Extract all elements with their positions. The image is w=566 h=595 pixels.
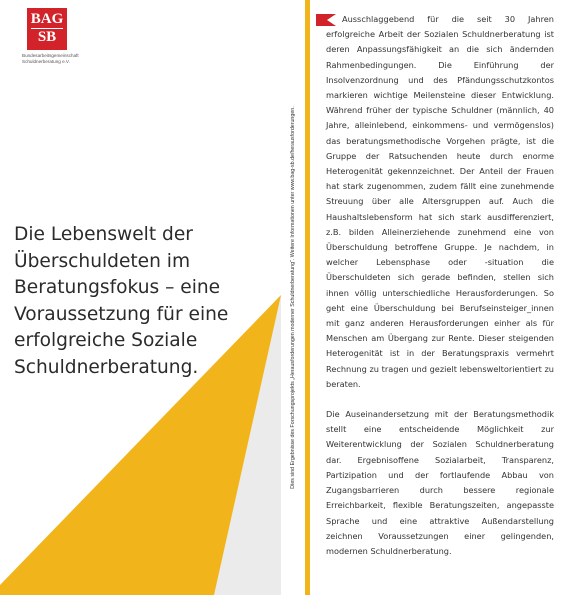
logo-subtitle: Bundesarbeitsgemeinschaft Schuldnerberatung e.V. [22, 53, 79, 64]
spine-text: Dies sind Ergebnisse des Forschungsprojekts „Herausforderungen moderner Schuldnerberatung“. Weitere Informationen unter www.bag-sb.de/herausforderungen. [290, 106, 296, 489]
body-text-column [326, 12, 554, 559]
logo-text-line2: SB [37, 29, 57, 45]
body-paragraph-1: Ausschlaggebend für die seit 30 Jahren erfolgreiche Arbeit der Sozialen Schuldnerberatung ist deren Anpassungsfähigkeit an die sich ändernden Rahmenbedingungen. Die Einführung der Insolvenzordnung und des Pfändungsschutzkontos markieren wichtige Meilensteine dieser Entwicklung. Während früher der typische Schuldner (männlich, 40 Jahre, alleinlebend, einkommens- und vermögenslos) das beratungsmethodische Vorgehen prägte, ist die Gruppe der Ratsuchenden heute durch enorme Heterogenität gekennzeichnet. Der Anteil der Frauen hat stark zugenommen, zudem fällt eine zunehmende Streuung über alle Altersgruppen auf. Auch die Haushaltslebensform hat sich stark ausdifferenziert, z.B. bilden Alleinerziehende zunehmend eine von Überschuldung betroffene Gruppe. Je nachdem, in welcher Lebensphase oder -situation die Überschuldeten sich gerade befinden, stellen sich ihnen völlig unterschiedliche Herausforderungen. So geht eine Überschuldung bei Berufseinsteiger_innen mit ganz anderen Herausforderungen einher als für Menschen am Übergang zur Rente. Dieser steigenden Heterogenität ist in der Beratungspraxis vermehrt Rechnung zu tragen und gezielt lebensweltorientiert zu beraten. [326, 14, 554, 389]
red-flag-icon [316, 14, 336, 26]
cover-panel [0, 0, 281, 595]
logo-text-line1: BAG [30, 11, 64, 27]
body-paragraph-2: Die Auseinandersetzung mit der Beratungsmethodik stellt eine entscheidende Möglichkeit zur Weiterentwicklung der Sozialen Schuldnerberatung dar. Ergebnisoffene Sozialarbeit, Transparenz, Partizipation und der fortlaufende Abbau von Zugangsbarrieren durch bessere regionale Erreichbarkeit, flexible Beratungszeiten, angepasste Sprache und eine attraktive Außendarstellung zeichnen Voraussetzungen einer gelingenden, modernen Schuldnerberatung. [326, 409, 554, 556]
cover-title: Die Lebenswelt der Überschuldeten im Beratungsfokus – eine Voraussetzung für eine erfolgreiche Soziale Schuldnerberatung. [14, 224, 229, 378]
logo-mark [27, 8, 67, 50]
bagsb-logo [19, 8, 99, 70]
